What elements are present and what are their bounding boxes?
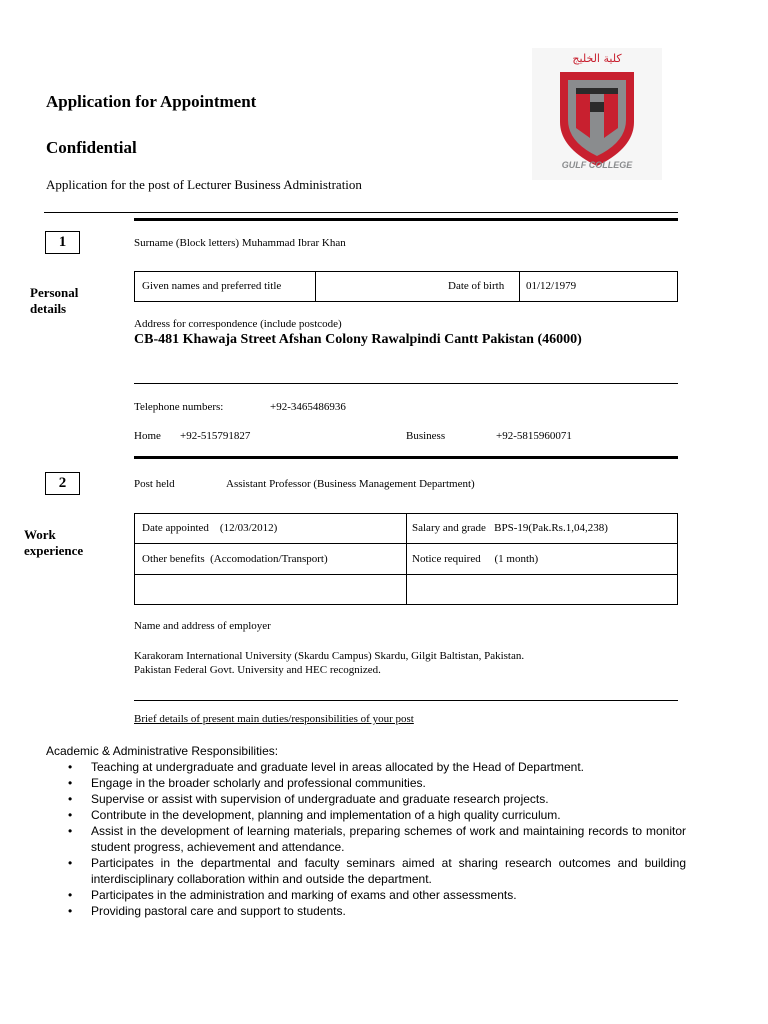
table-rule bbox=[315, 271, 316, 302]
duties-heading: Brief details of present main duties/responsibilities of your post bbox=[134, 713, 414, 725]
notice-row bbox=[412, 553, 538, 565]
home-value: +92-515791827 bbox=[180, 430, 251, 442]
logo-arabic-text: كلية الخليج bbox=[572, 52, 622, 65]
list-item: • Participates in the administration and marking of exams and other assessments. bbox=[46, 887, 686, 903]
business-label: Business bbox=[406, 430, 446, 442]
dob-label: Date of birth bbox=[448, 280, 505, 292]
gulf-college-logo bbox=[532, 48, 662, 180]
table-rule bbox=[406, 513, 407, 605]
address-value: CB-481 Khawaja Street Afshan Colony Rawalpindi Cantt Pakistan (46000) bbox=[134, 332, 582, 347]
list-item: • Assist in the development of learning materials, preparing schemes of work and maintaining records to monitor student progress, achievement and attendance. bbox=[46, 823, 686, 855]
work-experience-label: Work experience bbox=[24, 527, 84, 558]
confidential-heading: Confidential bbox=[46, 138, 137, 157]
table-rule bbox=[134, 271, 678, 272]
salary-row bbox=[412, 522, 608, 534]
section1-number-box: 1 bbox=[45, 231, 80, 254]
post-applied-text: Application for the post of Lecturer Business Administration bbox=[46, 177, 362, 192]
personal-details-label: Personal details bbox=[30, 285, 79, 316]
logo-college-name: GULF COLLEGE bbox=[561, 160, 633, 170]
top-rule bbox=[44, 212, 678, 213]
benefits-row bbox=[142, 553, 328, 565]
list-item: • Teaching at undergraduate and graduate level in areas allocated by the Head of Department. bbox=[46, 759, 686, 775]
surname-value: Muhammad Ibrar Khan bbox=[241, 237, 346, 249]
employer-line1: Karakoram International University (Skardu Campus) Skardu, Gilgit Baltistan, Pakistan. bbox=[134, 650, 525, 662]
list-item: • Contribute in the development, planning and implementation of a high quality curriculum. bbox=[46, 807, 686, 823]
post-held-label: Post held bbox=[134, 478, 175, 490]
date-appointed-row bbox=[142, 522, 277, 534]
table-rule bbox=[134, 513, 135, 605]
table-rule bbox=[519, 271, 520, 302]
address-rule bbox=[134, 383, 678, 384]
list-item: • Engage in the broader scholarly and professional communities. bbox=[46, 775, 686, 791]
notice-value: (1 month) bbox=[494, 553, 539, 565]
telephone-value: +92-3465486936 bbox=[270, 401, 346, 413]
date-appointed-label: Date appointed bbox=[142, 522, 209, 534]
notice-label: Notice required bbox=[412, 553, 481, 565]
salary-value: BPS-19(Pak.Rs.1,04,238) bbox=[494, 522, 608, 534]
list-item: • Supervise or assist with supervision of undergraduate and graduate research projects. bbox=[46, 791, 686, 807]
benefits-value: (Accomodation/Transport) bbox=[210, 553, 328, 565]
given-names-label: Given names and preferred title bbox=[142, 280, 282, 292]
employer-rule bbox=[134, 700, 678, 701]
section2-number-box: 2 bbox=[45, 472, 80, 495]
table-rule bbox=[134, 271, 135, 302]
post-held-value: Assistant Professor (Business Management Department) bbox=[226, 478, 475, 490]
responsibilities-list bbox=[46, 759, 686, 919]
table-rule bbox=[677, 513, 678, 605]
business-value: +92-5815960071 bbox=[496, 430, 572, 442]
surname-row bbox=[134, 237, 346, 249]
home-label: Home bbox=[134, 430, 161, 442]
page-title: Application for Appointment bbox=[46, 92, 257, 111]
date-appointed-value: (12/03/2012) bbox=[219, 522, 278, 534]
dob-value: 01/12/1979 bbox=[526, 280, 577, 292]
benefits-label: Other benefits bbox=[142, 553, 205, 565]
surname-label: Surname (Block letters) bbox=[134, 237, 240, 249]
section2-thick-rule bbox=[134, 456, 678, 459]
salary-label: Salary and grade bbox=[412, 522, 486, 534]
employer-label: Name and address of employer bbox=[134, 620, 271, 632]
table-rule bbox=[134, 301, 678, 302]
telephone-label: Telephone numbers: bbox=[134, 401, 224, 413]
section1-thick-rule bbox=[134, 218, 678, 221]
responsibilities-heading: Academic & Administrative Responsibilities: bbox=[46, 744, 279, 758]
table-rule bbox=[677, 271, 678, 302]
employer-line2: Pakistan Federal Govt. University and HEC recognized. bbox=[134, 664, 381, 676]
list-item: • Providing pastoral care and support to students. bbox=[46, 903, 686, 919]
list-item: • Participates in the departmental and faculty seminars aimed at sharing research outcomes and building interdisciplinary collaboration within and outside the department. bbox=[46, 855, 686, 887]
address-label: Address for correspondence (include postcode) bbox=[134, 318, 342, 330]
